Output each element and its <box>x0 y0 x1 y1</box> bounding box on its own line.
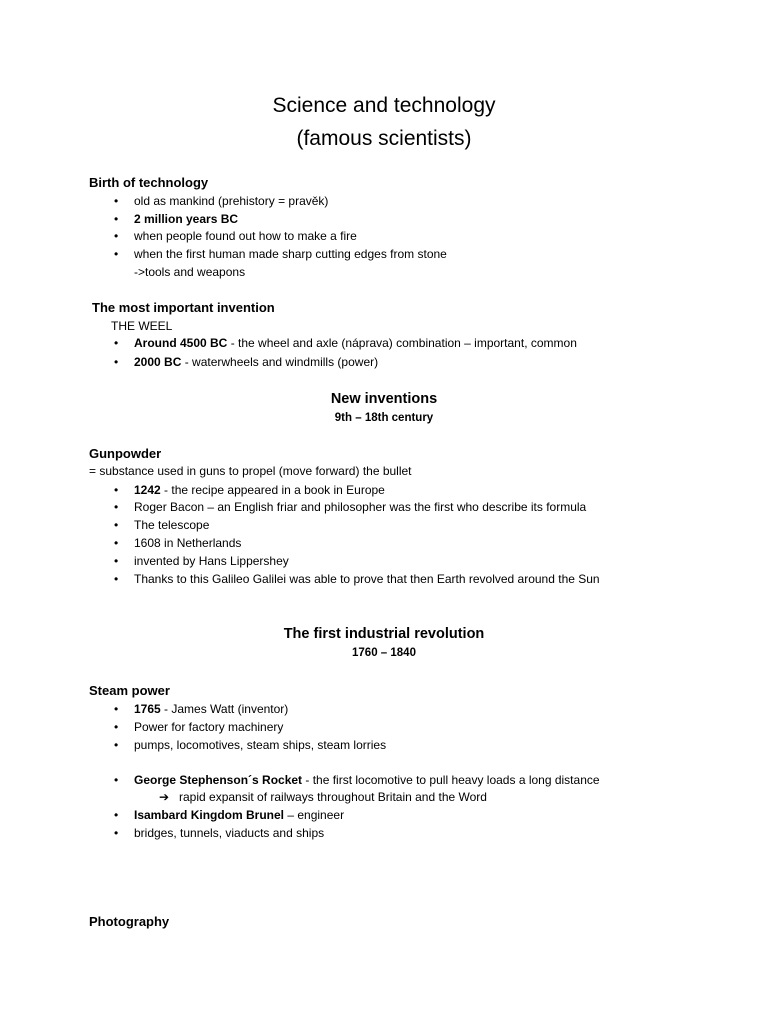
period-revolution: 1760 – 1840 <box>352 647 416 659</box>
list-item: • bridges, tunnels, viaducts and ships <box>114 826 325 840</box>
bullet-icon: • <box>114 720 119 734</box>
list-item: • old as mankind (prehistory = pravěk) <box>114 194 329 208</box>
bullet-icon: • <box>114 194 119 208</box>
arrow-list-item: ➔ rapid expansit of railways throughout Britain and the Word <box>159 790 487 804</box>
bullet-icon: • <box>114 518 119 532</box>
page-title-line2: (famous scientists) <box>296 127 472 150</box>
list-item: • pumps, locomotives, steam ships, steam lorries <box>114 738 387 752</box>
section-heading-invention: The most important invention <box>92 300 275 315</box>
page-title-line1: Science and technology <box>272 94 496 117</box>
section-heading-gunpowder: Gunpowder <box>89 446 162 461</box>
list-item: • Isambard Kingdom Brunel – engineer <box>114 808 345 822</box>
list-item: • George Stephenson´s Rocket - the first locomotive to pull heavy loads a long distance <box>114 773 600 787</box>
list-item: • 1242 - the recipe appeared in a book in Europe <box>114 483 385 497</box>
list-item: • The telescope <box>114 518 210 532</box>
bullet-icon: • <box>114 702 119 716</box>
bullet-icon: • <box>114 826 119 840</box>
list-item: • Around 4500 BC - the wheel and axle (náprava) combination – important, common <box>114 336 577 350</box>
section-heading-birth: Birth of technology <box>89 175 209 190</box>
bullet-icon: • <box>114 536 119 550</box>
section-heading-revolution: The first industrial revolution <box>283 626 485 642</box>
list-item: • 2 million years BC <box>114 212 239 226</box>
section-heading-steam: Steam power <box>89 683 170 698</box>
list-item: • 1608 in Netherlands <box>114 536 242 550</box>
subheading-weel: THE WEEL <box>111 319 173 333</box>
list-item: • when people found out how to make a fire <box>114 229 357 243</box>
list-item: • Power for factory machinery <box>114 720 284 734</box>
bullet-icon: • <box>114 572 119 586</box>
period-new-inventions: 9th – 18th century <box>334 412 434 424</box>
bullet-icon: • <box>114 738 119 752</box>
bullet-icon: • <box>114 247 119 261</box>
list-item: • 1765 - James Watt (inventor) <box>114 702 289 716</box>
list-item: • 2000 BC - waterwheels and windmills (power) <box>114 355 379 369</box>
bullet-icon: • <box>114 355 119 369</box>
bullet-icon: • <box>114 500 119 514</box>
bullet-icon: • <box>114 212 119 226</box>
list-item: • Roger Bacon – an English friar and philosopher was the first who describe its formula <box>114 500 587 514</box>
bullet-icon: • <box>114 336 119 350</box>
bullet-icon: • <box>114 773 119 787</box>
section-heading-photography: Photography <box>89 914 170 929</box>
list-item-continuation: ->tools and weapons <box>134 265 246 279</box>
section-heading-new-inventions: New inventions <box>330 391 438 407</box>
bullet-icon: • <box>114 229 119 243</box>
gunpowder-definition: = substance used in guns to propel (move forward) the bullet <box>89 464 412 478</box>
list-item: • Thanks to this Galileo Galilei was able to prove that then Earth revolved around the Sun <box>114 572 600 586</box>
bullet-icon: • <box>114 808 119 822</box>
bullet-icon: • <box>114 554 119 568</box>
list-item: • when the first human made sharp cutting edges from stone <box>114 247 447 261</box>
bullet-icon: • <box>114 483 119 497</box>
list-item: • invented by Hans Lippershey <box>114 554 289 568</box>
right-arrow-icon: ➔ <box>159 790 170 804</box>
